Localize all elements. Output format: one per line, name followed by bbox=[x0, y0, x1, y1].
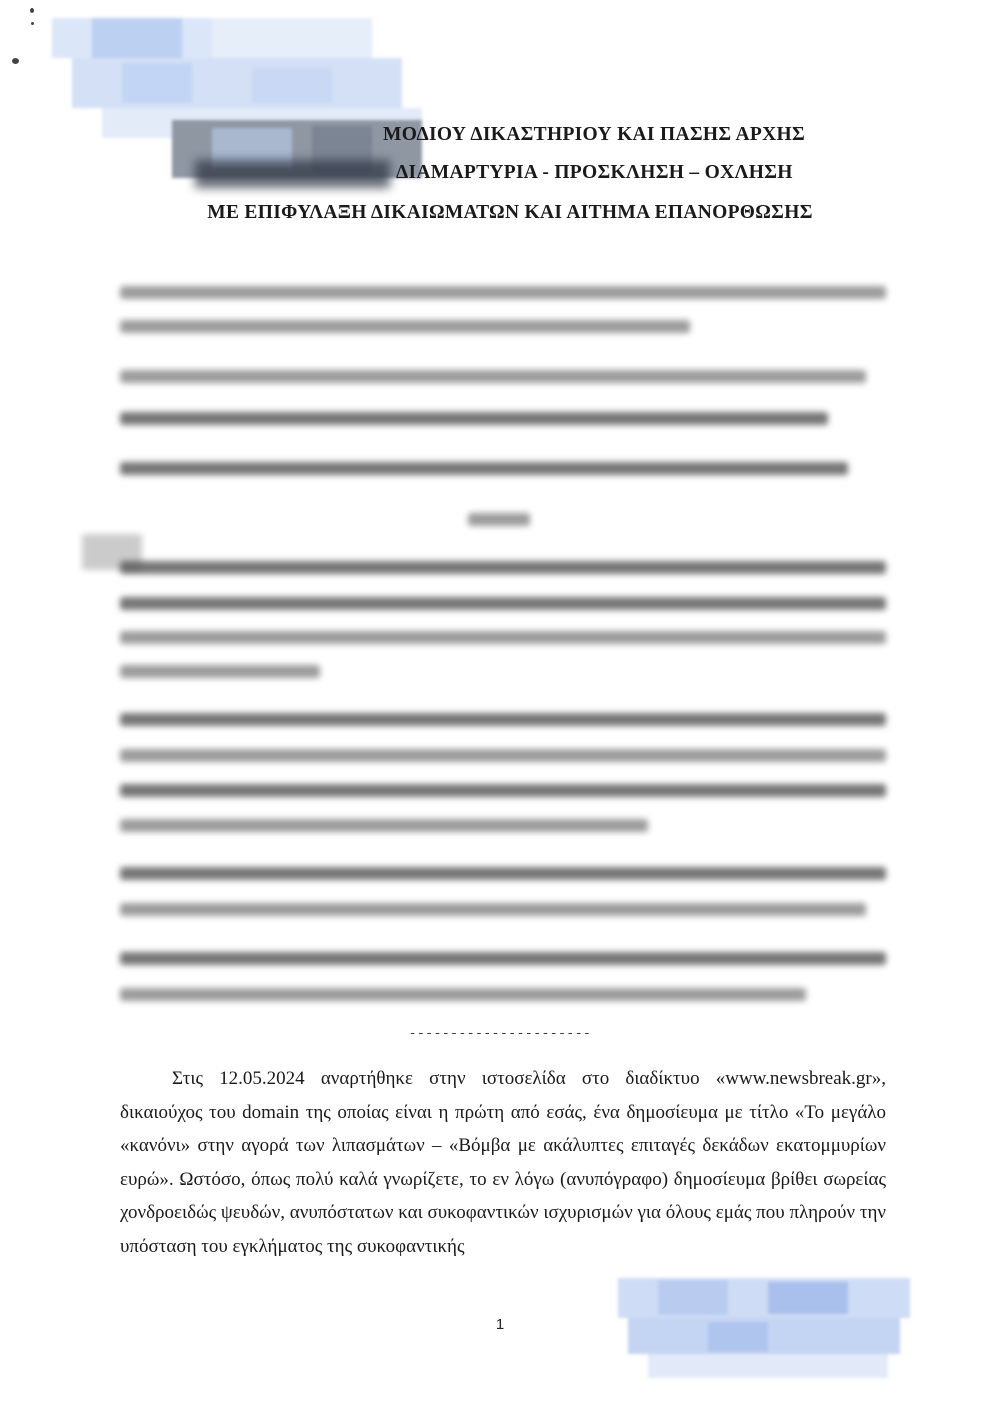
scan-speck bbox=[31, 22, 34, 25]
section-divider: ---------------------- bbox=[408, 1026, 592, 1041]
redacted-stamp-bottom bbox=[618, 1270, 910, 1380]
redacted-stamp-top bbox=[52, 8, 422, 178]
body-paragraph: Στις 12.05.2024 αναρτήθηκε στην ιστοσελίδα στο διαδίκτυο «www.newsbreak.gr», δικαιούχος του domain της οποίας είναι η πρώτη από εσάς, ένα δημοσίευμα με τίτλο «Το μεγάλο «κανόνι» στην αγορά των λιπασμάτων – «Βόμβα με ακάλυπτες επιταγές δεκάδων εκατομμυρίων ευρώ». Ωστόσο, όπως πολύ καλά γνωρίζετε, το εν λόγω (ανυπόγραφο) δημοσίευμα βρίθει σωρείας χονδροειδώς ψευδών, ανυπόστατων και συκοφαντικών ισχυρισμών για όλους εμάς που πληρούν την υπόσταση του εγκλήματος της συκοφαντικής bbox=[120, 1068, 886, 1257]
scan-speck bbox=[12, 58, 19, 64]
heading-line-1: ΜΟΔΙΟΥ ΔΙΚΑΣΤΗΡΙΟΥ ΚΑΙ ΠΑΣΗΣ ΑΡΧΗΣ bbox=[383, 124, 805, 145]
page-number: 1 bbox=[495, 1316, 505, 1333]
heading-line-3: ΜΕ ΕΠΙΦΥΛΑΞΗ ΔΙΚΑΙΩΜΑΤΩΝ ΚΑΙ ΑΙΤΗΜΑ ΕΠΑΝΟΡΘΩΣΗΣ bbox=[207, 202, 813, 223]
scan-speck bbox=[30, 8, 34, 13]
heading-line-2: ΔΙΑΜΑΡΤΥΡΙΑ - ΠΡΟΣΚΛΗΣΗ – ΟΧΛΗΣΗ bbox=[396, 162, 793, 183]
